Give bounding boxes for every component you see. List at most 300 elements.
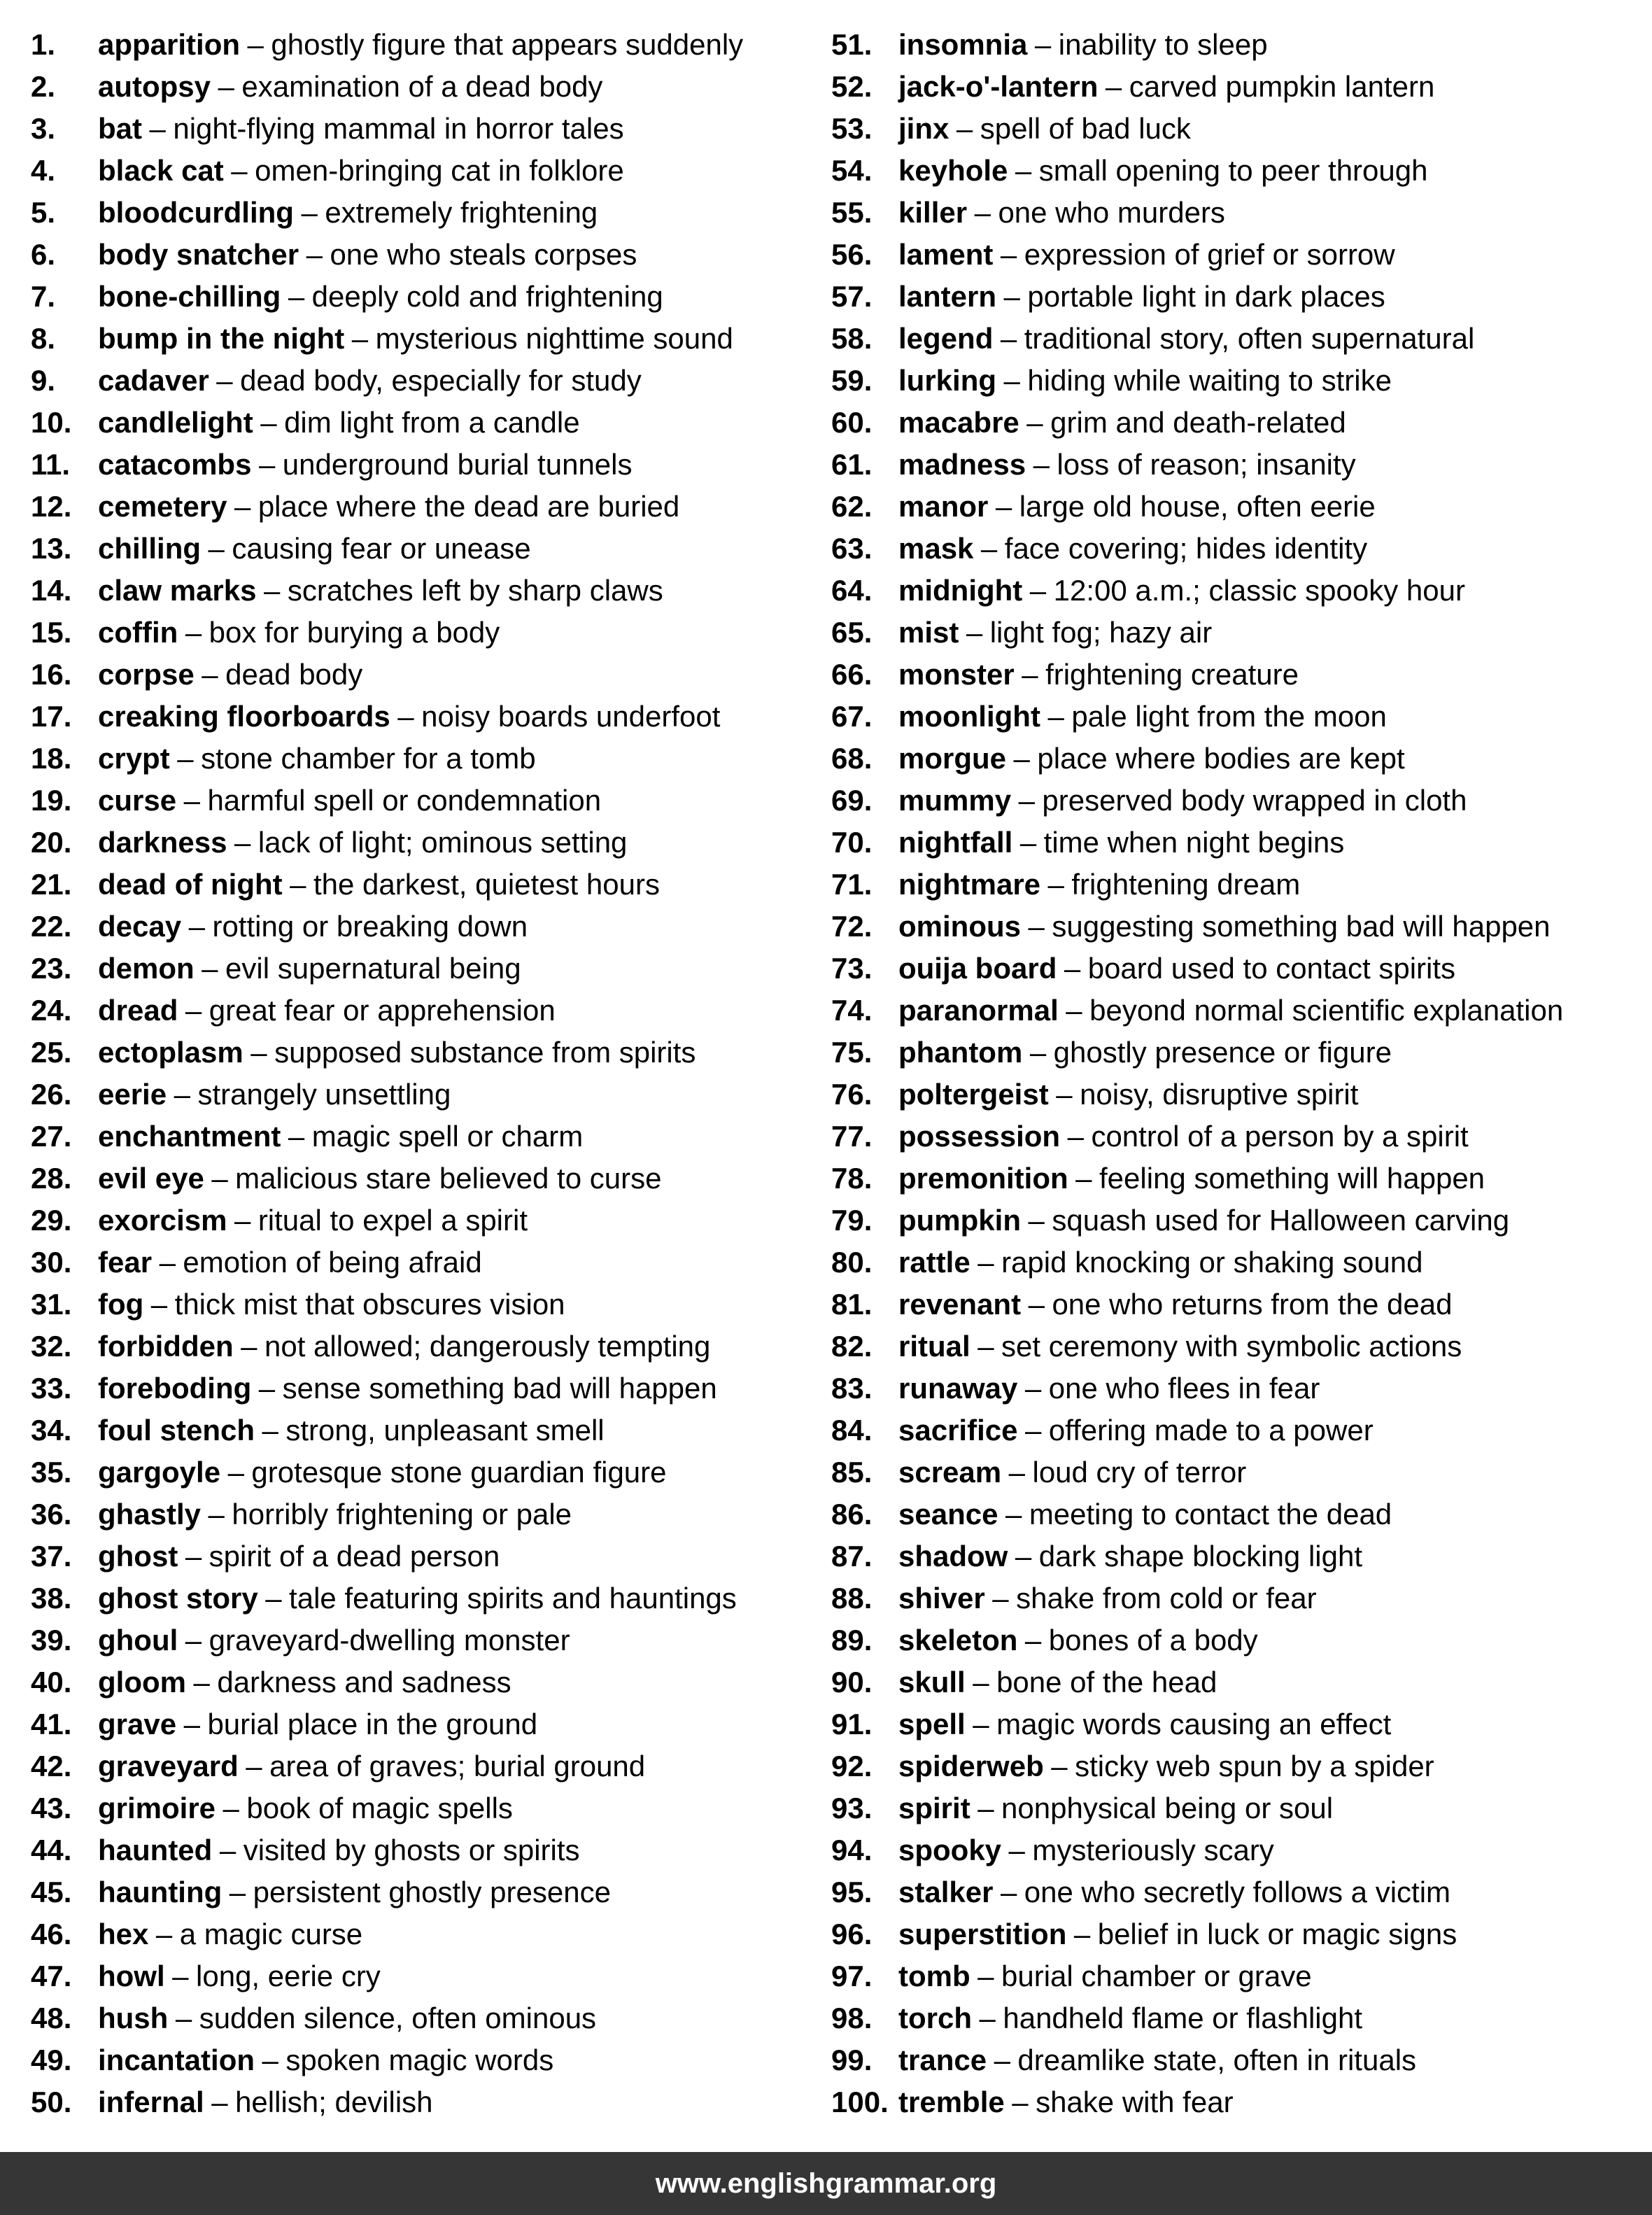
item-word: ghastly [98, 1498, 202, 1531]
list-item [31, 192, 814, 234]
item-number: 17. [31, 700, 72, 733]
item-number: 100. [831, 2086, 889, 2118]
item-separator: – [1028, 910, 1045, 943]
item-number: 47. [31, 1960, 72, 1992]
item-word: ghoul [98, 1624, 178, 1657]
item-number: 34. [31, 1414, 72, 1447]
item-separator: – [1024, 1372, 1042, 1405]
item-number: 24. [31, 994, 72, 1027]
item-word: haunted [98, 1834, 213, 1866]
item-number: 19. [31, 784, 72, 817]
list-item [831, 1787, 1643, 1829]
list-item [31, 612, 814, 654]
item-separator: – [288, 1120, 305, 1153]
item-separator: – [1047, 700, 1064, 733]
item-number: 90. [831, 1666, 873, 1699]
item-number: 71. [831, 868, 873, 901]
item-separator: – [1066, 994, 1082, 1027]
list-item [31, 150, 814, 192]
item-number: 98. [831, 2002, 873, 2034]
item-separator: – [185, 1624, 202, 1657]
item-separator: – [208, 532, 225, 565]
item-separator: – [155, 1918, 173, 1950]
list-item [831, 234, 1643, 276]
item-number: 55. [831, 196, 873, 229]
list-item [31, 1158, 814, 1200]
item-separator: – [980, 532, 998, 565]
list-item [831, 990, 1643, 1032]
item-separator: – [262, 1414, 278, 1447]
footer-bar [0, 2152, 1652, 2215]
item-definition: shake from cold or fear [1016, 1582, 1317, 1615]
item-separator: – [977, 1246, 994, 1279]
item-definition: malicious stare believed to curse [235, 1162, 662, 1195]
item-definition: spirit of a dead person [209, 1540, 500, 1573]
list-item [31, 1577, 814, 1619]
item-separator: – [185, 616, 202, 649]
item-definition: stone chamber for a tomb [201, 742, 536, 775]
item-separator: – [956, 112, 973, 145]
list-item [831, 24, 1643, 66]
item-number: 94. [831, 1834, 873, 1866]
item-definition: dark shape blocking light [1038, 1540, 1363, 1573]
item-definition: nonphysical being or soul [1001, 1792, 1334, 1824]
list-item [31, 1200, 814, 1242]
item-separator: – [966, 616, 983, 649]
item-separator: – [1024, 1624, 1042, 1657]
item-number: 46. [31, 1918, 72, 1950]
item-separator: – [264, 574, 281, 607]
item-definition: burial place in the ground [207, 1708, 538, 1741]
item-number: 51. [831, 28, 873, 61]
item-word: candlelight [98, 406, 253, 439]
item-number: 69. [831, 784, 873, 817]
item-separator: – [977, 1960, 994, 1992]
item-number: 20. [31, 826, 72, 859]
item-number: 11. [31, 448, 71, 481]
item-separator: – [1022, 658, 1038, 691]
item-word: body snatcher [98, 238, 299, 271]
list-item [31, 1955, 814, 1997]
item-number: 6. [31, 238, 56, 271]
item-word: moonlight [898, 700, 1040, 733]
item-definition: mysteriously scary [1032, 1834, 1274, 1866]
list-item [31, 654, 814, 696]
item-word: ghost [98, 1540, 178, 1573]
item-definition: magic words causing an effect [996, 1708, 1392, 1741]
item-number: 84. [831, 1414, 873, 1447]
item-definition: grotesque stone guardian figure [251, 1456, 667, 1489]
item-word: monster [898, 658, 1015, 691]
item-number: 82. [831, 1330, 873, 1363]
item-word: crypt [98, 742, 170, 775]
item-number: 1. [31, 28, 56, 61]
list-item [31, 1493, 814, 1535]
item-definition: inability to sleep [1058, 28, 1268, 61]
item-word: scream [898, 1456, 1002, 1489]
item-definition: belief in luck or magic signs [1097, 1918, 1457, 1950]
item-word: bat [98, 112, 142, 145]
item-definition: not allowed; dangerously tempting [264, 1330, 711, 1363]
item-number: 50. [31, 2086, 72, 2118]
list-item [31, 1242, 814, 1284]
item-word: torch [898, 2002, 972, 2034]
item-definition: bones of a body [1048, 1624, 1258, 1657]
item-separator: – [290, 868, 306, 901]
item-word: claw marks [98, 574, 257, 607]
item-definition: rapid knocking or shaking sound [1001, 1246, 1423, 1279]
list-item [831, 318, 1643, 360]
list-item [31, 570, 814, 612]
list-item [31, 1284, 814, 1326]
list-item [31, 234, 814, 276]
item-word: creaking floorboards [98, 700, 390, 733]
item-separator: – [1033, 448, 1050, 481]
list-item [31, 1787, 814, 1829]
list-item [31, 1619, 814, 1661]
item-definition: persistent ghostly presence [253, 1876, 611, 1908]
item-number: 64. [831, 574, 873, 607]
item-number: 27. [31, 1120, 72, 1153]
item-word: macabre [898, 406, 1019, 439]
item-separator: – [1034, 28, 1052, 61]
list-item [31, 1367, 814, 1409]
item-separator: – [301, 196, 318, 229]
item-separator: – [1051, 1750, 1068, 1782]
item-separator: – [223, 1792, 239, 1824]
item-separator: – [1028, 1204, 1045, 1237]
item-definition: hiding while waiting to strike [1027, 364, 1392, 397]
list-item [831, 1074, 1643, 1116]
item-number: 4. [31, 154, 56, 187]
item-word: morgue [898, 742, 1007, 775]
item-definition: pale light from the moon [1071, 700, 1387, 733]
list-item [31, 1661, 814, 1703]
item-word: decay [98, 910, 182, 943]
item-number: 42. [31, 1750, 72, 1782]
item-word: spell [898, 1708, 966, 1741]
item-word: tomb [898, 1960, 970, 1992]
item-definition: feeling something will happen [1099, 1162, 1485, 1195]
list-item [831, 1535, 1643, 1577]
list-item [831, 864, 1643, 906]
item-word: nightfall [898, 826, 1013, 859]
item-definition: supposed substance from spirits [274, 1036, 696, 1069]
item-word: mist [898, 616, 959, 649]
item-word: haunting [98, 1876, 223, 1908]
item-number: 26. [31, 1078, 72, 1111]
item-number: 91. [831, 1708, 873, 1741]
list-item [831, 570, 1643, 612]
item-separator: – [219, 1834, 236, 1866]
item-word: skull [898, 1666, 966, 1699]
item-number: 73. [831, 952, 873, 985]
list-item [31, 1326, 814, 1367]
item-word: ectoplasm [98, 1036, 243, 1069]
item-word: forbidden [98, 1330, 234, 1363]
item-number: 39. [31, 1624, 72, 1657]
item-word: exorcism [98, 1204, 227, 1237]
item-definition: long, eerie cry [196, 1960, 381, 1992]
item-number: 96. [831, 1918, 873, 1950]
item-separator: – [1029, 574, 1047, 607]
item-separator: – [193, 1666, 210, 1699]
item-definition: small opening to peer through [1038, 154, 1428, 187]
item-word: jinx [898, 112, 949, 145]
item-definition: scratches left by sharp claws [287, 574, 663, 607]
list-item [31, 2039, 814, 2081]
list-item [831, 108, 1643, 150]
item-definition: one who flees in fear [1048, 1372, 1320, 1405]
item-word: killer [898, 196, 968, 229]
item-separator: – [211, 1162, 228, 1195]
item-number: 8. [31, 322, 56, 355]
item-separator: – [1029, 1036, 1047, 1069]
item-definition: sticky web spun by a spider [1075, 1750, 1434, 1782]
item-word: foreboding [98, 1372, 252, 1405]
item-definition: time when night begins [1043, 826, 1345, 859]
list-item [831, 1913, 1643, 1955]
item-definition: traditional story, often supernatural [1024, 322, 1475, 355]
item-word: eerie [98, 1078, 167, 1111]
item-word: infernal [98, 2086, 204, 2118]
list-item [831, 1577, 1643, 1619]
list-item [831, 780, 1643, 822]
list-item [31, 906, 814, 948]
item-separator: – [351, 322, 369, 355]
list-item [831, 1451, 1643, 1493]
item-definition: burial chamber or grave [1001, 1960, 1312, 1992]
item-definition: grim and death-related [1050, 406, 1346, 439]
item-definition: one who steals corpses [330, 238, 637, 271]
item-word: nightmare [898, 868, 1041, 901]
item-number: 59. [831, 364, 873, 397]
item-definition: control of a person by a spirit [1091, 1120, 1469, 1153]
item-word: keyhole [898, 154, 1008, 187]
item-definition: graveyard-dwelling monster [209, 1624, 570, 1657]
item-word: autopsy [98, 70, 211, 103]
item-word: bloodcurdling [98, 196, 294, 229]
item-separator: – [183, 784, 200, 817]
item-separator: – [185, 994, 202, 1027]
item-definition: light fog; hazy air [989, 616, 1213, 649]
item-number: 40. [31, 1666, 72, 1699]
item-word: shiver [898, 1582, 985, 1615]
item-definition: frightening dream [1071, 868, 1301, 901]
item-number: 13. [31, 532, 72, 565]
list-item [31, 780, 814, 822]
item-definition: beyond normal scientific explanation [1089, 994, 1564, 1027]
list-item [831, 1955, 1643, 1997]
item-separator: – [183, 1708, 200, 1741]
item-number: 87. [831, 1540, 873, 1573]
item-number: 58. [831, 322, 873, 355]
list-item [31, 1116, 814, 1158]
list-item [31, 108, 814, 150]
item-definition: squash used for Halloween carving [1052, 1204, 1510, 1237]
left-column [31, 24, 814, 2123]
item-definition: suggesting something bad will happen [1052, 910, 1551, 943]
list-item [831, 66, 1643, 108]
item-definition: dead body, especially for study [240, 364, 642, 397]
item-separator: – [229, 1876, 246, 1908]
item-separator: – [216, 364, 233, 397]
item-number: 28. [31, 1162, 72, 1195]
item-definition: large old house, often eerie [1019, 490, 1376, 523]
item-number: 23. [31, 952, 72, 985]
item-word: dead of night [98, 868, 283, 901]
list-item [831, 528, 1643, 570]
item-definition: night-flying mammal in horror tales [173, 112, 624, 145]
item-word: lurking [898, 364, 997, 397]
list-item [31, 360, 814, 402]
item-number: 68. [831, 742, 873, 775]
item-number: 22. [31, 910, 72, 943]
item-word: rattle [898, 1246, 970, 1279]
item-number: 41. [31, 1708, 72, 1741]
item-definition: ritual to expel a spirit [257, 1204, 528, 1237]
list-item [831, 276, 1643, 318]
item-definition: great fear or apprehension [209, 994, 556, 1027]
item-number: 5. [31, 196, 56, 229]
item-definition: mysterious nighttime sound [375, 322, 733, 355]
item-number: 12. [31, 490, 72, 523]
list-item [831, 1745, 1643, 1787]
item-definition: spoken magic words [285, 2044, 554, 2076]
item-word: enchantment [98, 1120, 281, 1153]
item-number: 54. [831, 154, 873, 187]
item-number: 49. [31, 2044, 72, 2076]
item-definition: sudden silence, often ominous [199, 2002, 597, 2034]
list-item [831, 1703, 1643, 1745]
item-separator: – [175, 2002, 192, 2034]
item-separator: – [1003, 364, 1020, 397]
list-item [831, 1997, 1643, 2039]
list-item [31, 1829, 814, 1871]
item-word: spiderweb [898, 1750, 1044, 1782]
item-number: 63. [831, 532, 873, 565]
item-number: 18. [31, 742, 72, 775]
item-separator: – [977, 1330, 994, 1363]
item-separator: – [258, 1372, 276, 1405]
item-word: midnight [898, 574, 1023, 607]
item-word: revenant [898, 1288, 1022, 1321]
item-word: sacrifice [898, 1414, 1018, 1447]
item-number: 14. [31, 574, 72, 607]
item-definition: noisy, disruptive spirit [1080, 1078, 1359, 1111]
list-item [31, 1032, 814, 1074]
item-separator: – [973, 1708, 989, 1741]
item-separator: – [227, 1456, 244, 1489]
item-word: evil eye [98, 1162, 204, 1195]
item-word: fear [98, 1246, 153, 1279]
item-word: curse [98, 784, 177, 817]
list-item [31, 528, 814, 570]
item-separator: – [1026, 406, 1043, 439]
item-definition: loss of reason; insanity [1057, 448, 1356, 481]
item-word: gargoyle [98, 1456, 221, 1489]
item-number: 97. [831, 1960, 873, 1992]
item-definition: the darkest, quietest hours [313, 868, 660, 901]
item-number: 61. [831, 448, 873, 481]
item-number: 45. [31, 1876, 72, 1908]
item-definition: ghostly presence or figure [1053, 1036, 1392, 1069]
list-item [831, 360, 1643, 402]
item-word: bone-chilling [98, 280, 281, 313]
list-item [31, 864, 814, 906]
item-definition: evil supernatural being [225, 952, 521, 985]
item-separator: – [262, 2044, 278, 2076]
item-separator: – [172, 1960, 189, 1992]
list-item [31, 1451, 814, 1493]
list-item [31, 738, 814, 780]
list-item [831, 1032, 1643, 1074]
list-item [31, 948, 814, 990]
item-number: 9. [31, 364, 56, 397]
item-number: 93. [831, 1792, 873, 1824]
item-separator: – [1015, 154, 1032, 187]
item-separator: – [1003, 280, 1020, 313]
item-number: 75. [831, 1036, 873, 1069]
item-number: 3. [31, 112, 56, 145]
item-definition: lack of light; ominous setting [257, 826, 628, 859]
item-definition: handheld flame or flashlight [1003, 2002, 1363, 2034]
item-word: grimoire [98, 1792, 216, 1824]
item-word: bump in the night [98, 322, 345, 355]
item-definition: extremely frightening [325, 196, 598, 229]
list-item [831, 150, 1643, 192]
item-word: trance [898, 2044, 987, 2076]
item-number: 92. [831, 1750, 873, 1782]
list-item [31, 276, 814, 318]
list-item [831, 486, 1643, 528]
item-separator: – [397, 700, 414, 733]
item-separator: – [994, 2044, 1010, 2076]
item-word: tremble [898, 2086, 1005, 2118]
item-word: lantern [898, 280, 997, 313]
item-definition: emotion of being afraid [183, 1246, 482, 1279]
item-definition: frightening creature [1045, 658, 1299, 691]
item-number: 48. [31, 2002, 72, 2034]
item-definition: one who murders [998, 196, 1225, 229]
item-word: ghost story [98, 1582, 258, 1615]
item-definition: place where bodies are kept [1037, 742, 1405, 775]
item-number: 77. [831, 1120, 873, 1153]
item-definition: strong, unpleasant smell [285, 1414, 605, 1447]
item-separator: – [288, 280, 305, 313]
item-word: apparition [98, 28, 241, 61]
item-number: 85. [831, 1456, 873, 1489]
item-separator: – [202, 952, 218, 985]
item-number: 25. [31, 1036, 72, 1069]
item-definition: one who secretly follows a victim [1024, 1876, 1451, 1908]
item-separator: – [174, 1078, 190, 1111]
item-number: 99. [831, 2044, 873, 2076]
item-separator: – [218, 70, 234, 103]
item-word: manor [898, 490, 989, 523]
list-item [31, 2081, 814, 2123]
item-separator: – [973, 1666, 989, 1699]
item-definition: one who returns from the dead [1052, 1288, 1453, 1321]
item-separator: – [241, 1330, 257, 1363]
item-word: hex [98, 1918, 149, 1950]
list-item [831, 1367, 1643, 1409]
item-number: 60. [831, 406, 873, 439]
list-item [831, 1242, 1643, 1284]
list-item [831, 1619, 1643, 1661]
item-word: graveyard [98, 1750, 239, 1782]
list-item [831, 2039, 1643, 2081]
